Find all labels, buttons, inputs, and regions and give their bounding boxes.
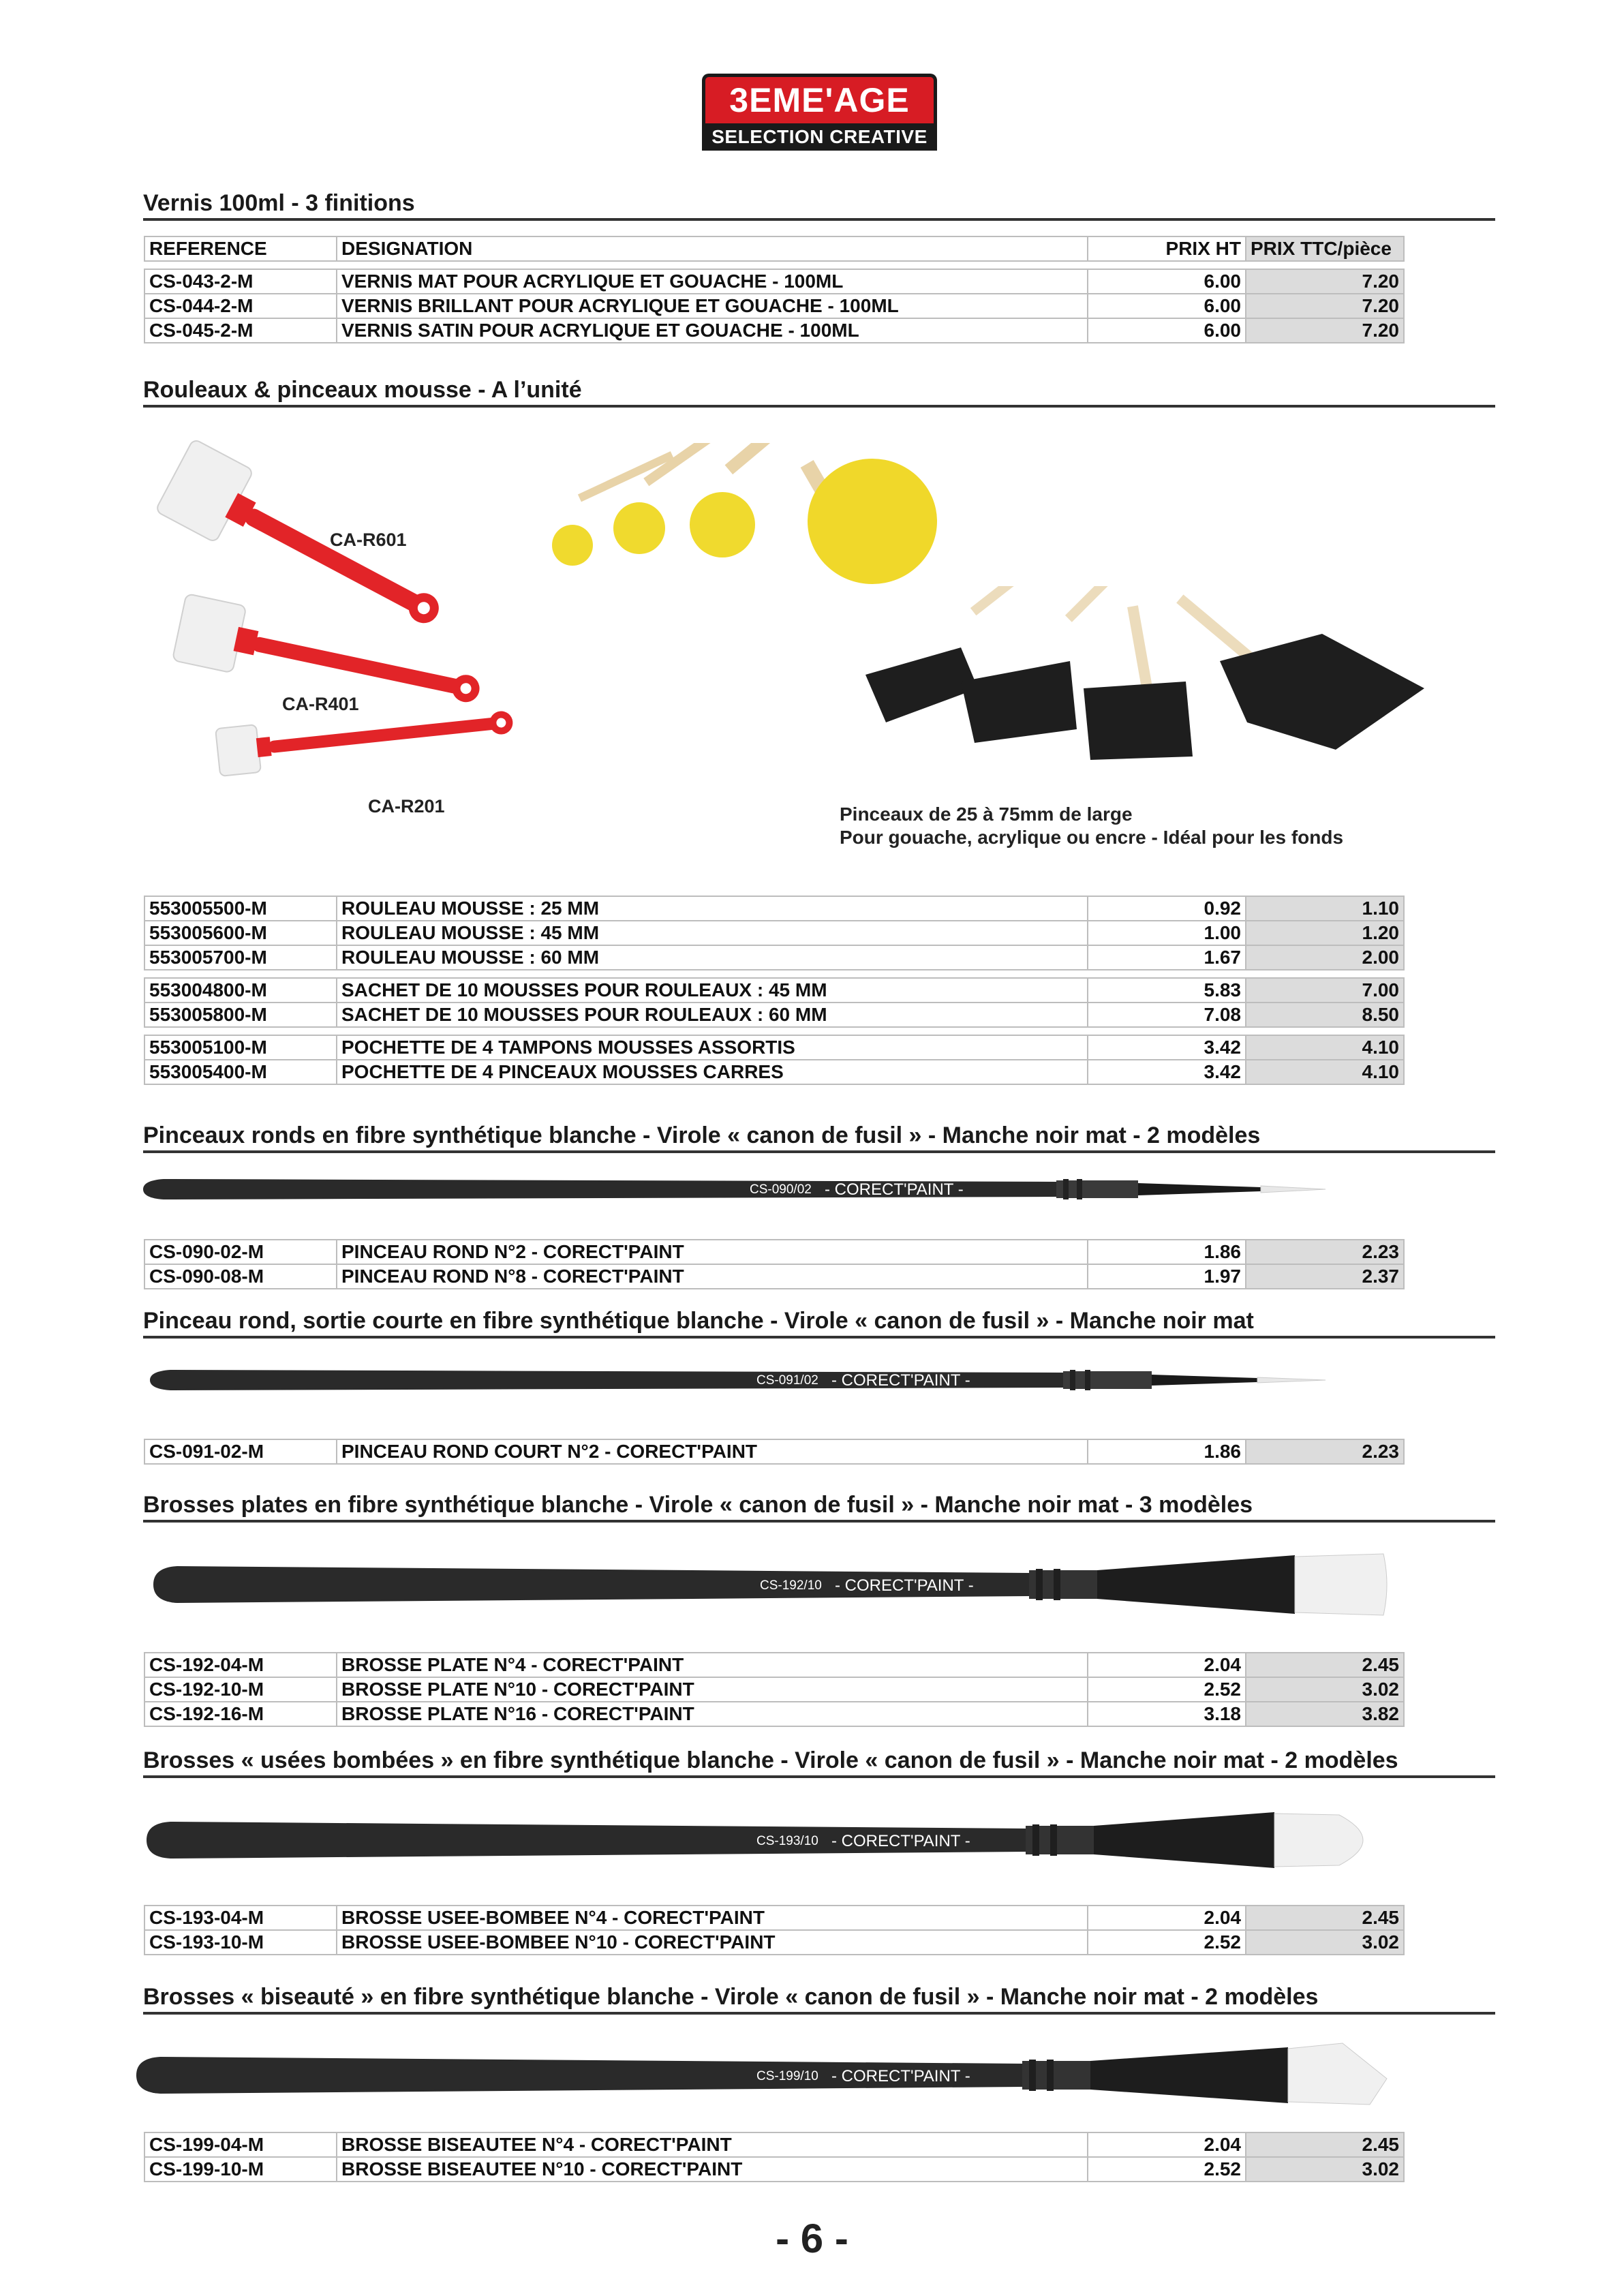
cell-prix-ttc: 2.23	[1246, 1439, 1404, 1464]
table-row	[144, 294, 1404, 318]
spacer-cell	[144, 1027, 1404, 1035]
cell-designation: POCHETTE DE 4 PINCEAUX MOUSSES CARRES	[337, 1060, 1088, 1084]
brush-code-text: CS-192/10	[760, 1578, 822, 1593]
section-title-brosses-plates: Brosses plates en fibre synthétique blanche - Virole « canon de fusil » - Manche noir mat - 3 modèles	[143, 1491, 1495, 1523]
cell-prix-ht: 1.67	[1088, 945, 1246, 970]
logo-tagline: SELECTION CREATIVE	[702, 123, 937, 151]
cell-ref: 553005800-M	[144, 1003, 337, 1027]
cell-prix-ttc: 2.45	[1246, 1906, 1404, 1930]
brush-code-text: CS-199/10	[756, 2069, 818, 2083]
cell-designation: VERNIS BRILLANT POUR ACRYLIQUE ET GOUACHE - 100ML	[337, 294, 1088, 318]
cell-prix-ht: 1.86	[1088, 1240, 1246, 1264]
table-row	[144, 2132, 1404, 2157]
angled-brush-image	[129, 2038, 1397, 2113]
cell-prix-ht: 3.42	[1088, 1035, 1246, 1060]
cell-ref: CS-090-02-M	[144, 1240, 337, 1264]
cell-prix-ttc: 3.02	[1246, 1930, 1404, 1955]
brush-brand-text: - CORECT'PAINT -	[831, 2067, 970, 2085]
foam-brushes-image	[859, 586, 1445, 791]
table-row	[144, 1702, 1404, 1726]
cell-designation: ROULEAU MOUSSE : 45 MM	[337, 921, 1088, 945]
table-vernis	[144, 236, 1405, 343]
cell-prix-ht: 2.52	[1088, 2157, 1246, 2182]
section-title-pinceaux-ronds: Pinceaux ronds en fibre synthétique blanche - Virole « canon de fusil » - Manche noir mat - 2 modèles	[143, 1122, 1495, 1153]
cell-prix-ttc: 4.10	[1246, 1035, 1404, 1060]
table-spacer	[144, 1027, 1404, 1035]
cell-ref: CS-192-10-M	[144, 1677, 337, 1702]
cell-designation: BROSSE BISEAUTEE N°4 - CORECT'PAINT	[337, 2132, 1088, 2157]
brush-code-text: CS-090/02	[750, 1182, 812, 1197]
cell-ref: CS-192-16-M	[144, 1702, 337, 1726]
cell-prix-ht: 1.86	[1088, 1439, 1246, 1464]
cell-designation: VERNIS SATIN POUR ACRYLIQUE ET GOUACHE - 100ML	[337, 318, 1088, 343]
table-row	[144, 1003, 1404, 1027]
cell-prix-ttc: 1.20	[1246, 921, 1404, 945]
cell-designation: BROSSE USEE-BOMBEE N°10 - CORECT'PAINT	[337, 1930, 1088, 1955]
cell-ref: CS-044-2-M	[144, 294, 337, 318]
cell-ref: 553005500-M	[144, 896, 337, 921]
table-row	[144, 1653, 1404, 1677]
cell-ref: CS-192-04-M	[144, 1653, 337, 1677]
header-reference: REFERENCE	[144, 236, 337, 261]
cell-prix-ttc: 4.10	[1246, 1060, 1404, 1084]
cell-prix-ht: 1.97	[1088, 1264, 1246, 1289]
brush-brand-text: - CORECT'PAINT -	[835, 1576, 974, 1595]
table-spacer	[144, 261, 1404, 269]
cell-designation: BROSSE BISEAUTEE N°10 - CORECT'PAINT	[337, 2157, 1088, 2182]
cell-prix-ttc: 2.45	[1246, 2132, 1404, 2157]
table-row	[144, 1677, 1404, 1702]
cell-ref: CS-193-04-M	[144, 1906, 337, 1930]
cell-prix-ht: 3.42	[1088, 1060, 1246, 1084]
table-row	[144, 945, 1404, 970]
flat-brush-image	[143, 1547, 1390, 1622]
cell-ref: 553005700-M	[144, 945, 337, 970]
cell-prix-ttc: 2.23	[1246, 1240, 1404, 1264]
cell-ref: CS-091-02-M	[144, 1439, 337, 1464]
caption-line-1: Pinceaux de 25 à 75mm de large	[840, 804, 1133, 825]
table-row	[144, 896, 1404, 921]
caption-line-2: Pour gouache, acrylique ou encre - Idéal pour les fonds	[840, 827, 1344, 848]
cell-ref: CS-193-10-M	[144, 1930, 337, 1955]
short-round-brush-image	[136, 1356, 1349, 1404]
cell-prix-ht: 2.04	[1088, 1653, 1246, 1677]
table-pinceau-court	[144, 1439, 1405, 1465]
cell-designation: BROSSE PLATE N°10 - CORECT'PAINT	[337, 1677, 1088, 1702]
cell-prix-ttc: 2.00	[1246, 945, 1404, 970]
table-brosses-plates	[144, 1652, 1405, 1727]
table-row	[144, 1906, 1404, 1930]
table-brosses-biseautees	[144, 2132, 1405, 2182]
table-row	[144, 921, 1404, 945]
table-pinceaux-ronds	[144, 1239, 1405, 1289]
cell-designation: VERNIS MAT POUR ACRYLIQUE ET GOUACHE - 100ML	[337, 269, 1088, 294]
cell-ref: 553005100-M	[144, 1035, 337, 1060]
brush-code-text: CS-193/10	[756, 1834, 818, 1848]
cell-prix-ttc: 7.00	[1246, 978, 1404, 1003]
spacer-cell	[144, 261, 1404, 269]
cell-designation: PINCEAU ROND COURT N°2 - CORECT'PAINT	[337, 1439, 1088, 1464]
table-header-row	[144, 236, 1404, 261]
cell-designation: PINCEAU ROND N°8 - CORECT'PAINT	[337, 1264, 1088, 1289]
brush-brand-text: - CORECT'PAINT -	[831, 1371, 970, 1390]
cell-prix-ht: 2.52	[1088, 1677, 1246, 1702]
cell-prix-ttc: 7.20	[1246, 318, 1404, 343]
cell-designation: SACHET DE 10 MOUSSES POUR ROULEAUX : 60 MM	[337, 1003, 1088, 1027]
section-title-vernis: Vernis 100ml - 3 finitions	[143, 189, 1495, 221]
table-row	[144, 2157, 1404, 2182]
cell-prix-ttc: 7.20	[1246, 294, 1404, 318]
section-title-brosses-biseautees: Brosses « biseauté » en fibre synthétique blanche - Virole « canon de fusil » - Manche noir mat - 2 modèles	[143, 1983, 1495, 2015]
logo-wordmark: 3EME'AGE	[702, 74, 937, 123]
table-row	[144, 269, 1404, 294]
cell-designation: POCHETTE DE 4 TAMPONS MOUSSES ASSORTIS	[337, 1035, 1088, 1060]
spacer-cell	[144, 970, 1404, 978]
label-ca-r201: CA-R201	[368, 796, 445, 816]
section-title-rouleaux: Rouleaux & pinceaux mousse - A l’unité	[143, 376, 1495, 408]
brush-code-text: CS-091/02	[756, 1373, 818, 1388]
cell-ref: 553005600-M	[144, 921, 337, 945]
cell-ref: CS-090-08-M	[144, 1264, 337, 1289]
brush-brand-text: - CORECT'PAINT -	[831, 1832, 970, 1850]
table-row	[144, 1240, 1404, 1264]
cell-prix-ttc: 2.45	[1246, 1653, 1404, 1677]
brush-brand-text: - CORECT'PAINT -	[825, 1180, 964, 1199]
cell-designation: BROSSE PLATE N°16 - CORECT'PAINT	[337, 1702, 1088, 1726]
cell-designation: BROSSE USEE-BOMBEE N°4 - CORECT'PAINT	[337, 1906, 1088, 1930]
table-row	[144, 1930, 1404, 1955]
cell-prix-ht: 5.83	[1088, 978, 1246, 1003]
foam-rollers-image	[150, 436, 559, 791]
cell-prix-ttc: 3.02	[1246, 2157, 1404, 2182]
cell-ref: CS-045-2-M	[144, 318, 337, 343]
brand-logo	[702, 74, 937, 151]
cell-prix-ttc: 3.02	[1246, 1677, 1404, 1702]
table-rouleaux	[144, 896, 1405, 1085]
cell-prix-ttc: 2.37	[1246, 1264, 1404, 1289]
table-row	[144, 318, 1404, 343]
table-row	[144, 1264, 1404, 1289]
table-row	[144, 1035, 1404, 1060]
cell-prix-ttc: 8.50	[1246, 1003, 1404, 1027]
cell-prix-ht: 2.52	[1088, 1930, 1246, 1955]
cell-prix-ht: 2.04	[1088, 2132, 1246, 2157]
section-title-pinceau-court: Pinceau rond, sortie courte en fibre synthétique blanche - Virole « canon de fusil » - Manche noir mat	[143, 1307, 1495, 1339]
table-spacer	[144, 970, 1404, 978]
cell-prix-ht: 2.04	[1088, 1906, 1246, 1930]
cell-ref: 553005400-M	[144, 1060, 337, 1084]
table-row	[144, 978, 1404, 1003]
cell-ref: CS-199-10-M	[144, 2157, 337, 2182]
header-prix-ht: PRIX HT	[1088, 236, 1246, 261]
cell-designation: SACHET DE 10 MOUSSES POUR ROULEAUX : 45 MM	[337, 978, 1088, 1003]
cell-designation: ROULEAU MOUSSE : 25 MM	[337, 896, 1088, 921]
section-title-brosses-usees: Brosses « usées bombées » en fibre synthétique blanche - Virole « canon de fusil » - Manche noir mat - 2 modèles	[143, 1747, 1495, 1778]
cell-ref: CS-199-04-M	[144, 2132, 337, 2157]
cell-designation: ROULEAU MOUSSE : 60 MM	[337, 945, 1088, 970]
cell-prix-ttc: 7.20	[1246, 269, 1404, 294]
label-ca-r601: CA-R601	[330, 530, 407, 550]
foam-stamps-image	[538, 443, 961, 607]
cell-prix-ht: 6.00	[1088, 294, 1246, 318]
cell-ref: 553004800-M	[144, 978, 337, 1003]
cell-prix-ht: 3.18	[1088, 1702, 1246, 1726]
label-ca-r401: CA-R401	[282, 694, 359, 714]
cell-prix-ttc: 1.10	[1246, 896, 1404, 921]
table-row	[144, 1060, 1404, 1084]
cell-ref: CS-043-2-M	[144, 269, 337, 294]
cell-prix-ht: 6.00	[1088, 318, 1246, 343]
page-number: - 6 -	[776, 2216, 848, 2261]
cell-prix-ht: 0.92	[1088, 896, 1246, 921]
cell-prix-ht: 1.00	[1088, 921, 1246, 945]
cell-designation: BROSSE PLATE N°4 - CORECT'PAINT	[337, 1653, 1088, 1677]
cell-prix-ht: 6.00	[1088, 269, 1246, 294]
header-designation: DESIGNATION	[337, 236, 1088, 261]
table-row	[144, 1439, 1404, 1464]
header-prix-ttc: PRIX TTC/pièce	[1246, 236, 1404, 261]
round-brush-image	[136, 1165, 1349, 1213]
cell-prix-ht: 7.08	[1088, 1003, 1246, 1027]
worn-brush-image	[140, 1803, 1394, 1878]
cell-prix-ttc: 3.82	[1246, 1702, 1404, 1726]
table-brosses-usees	[144, 1905, 1405, 1955]
cell-designation: PINCEAU ROND N°2 - CORECT'PAINT	[337, 1240, 1088, 1264]
